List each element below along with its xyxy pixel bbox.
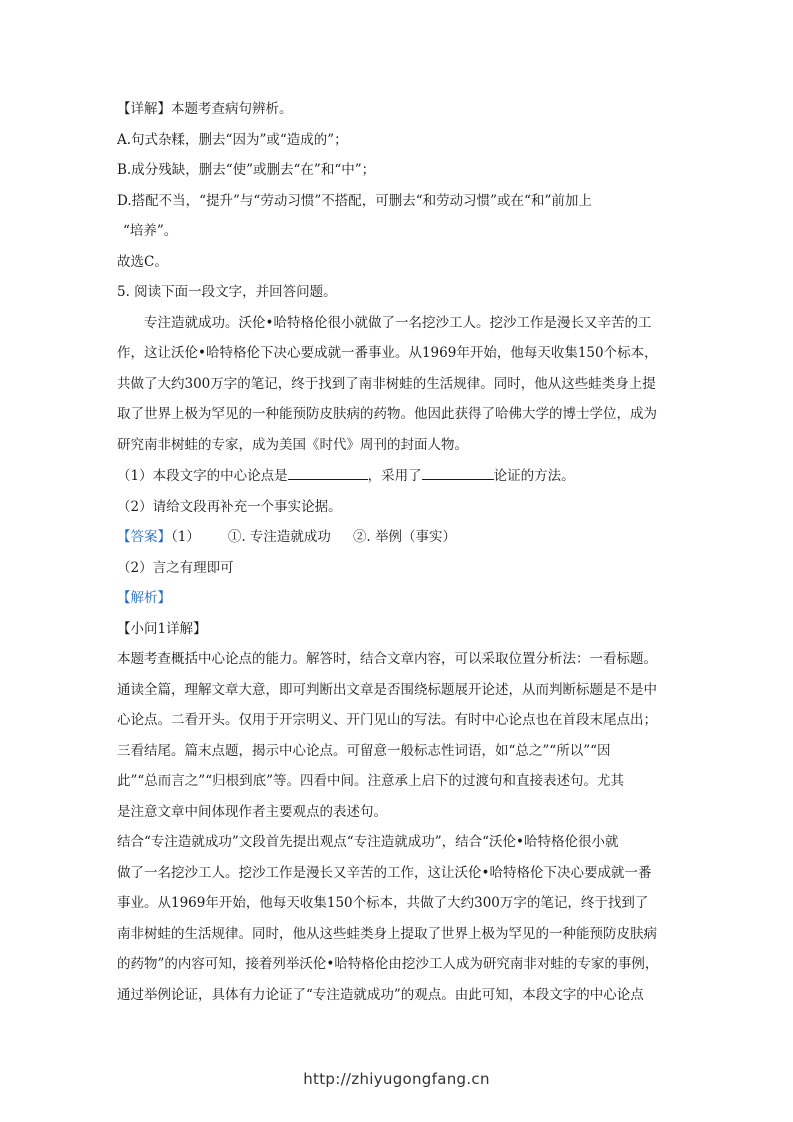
option-a-explanation: A.句式杂糅，删去“因为”或“造成的”；: [117, 131, 348, 148]
sub-question-1-detail-heading: 【小问1详解】: [117, 620, 207, 637]
sub-question-1-text-b: ，采用了: [367, 468, 422, 484]
sub-question-1-text-c: 论证的方法。: [493, 468, 575, 484]
sub-question-1-text-a: （1）本段文字的中心论点是: [117, 468, 288, 484]
sub-question-2: （2）请给文段再补充一个事实论据。: [117, 498, 342, 515]
fill-blank-method: [422, 466, 494, 480]
analysis-line: 是注意文章中间体现作者主要观点的表述句。: [117, 803, 387, 820]
answer-line: [117, 528, 683, 546]
option-b-explanation: B.成分残缺，删去“使”或删去“在”和“中”；: [117, 162, 376, 178]
option-d-explanation: D.搭配不当，“提升”与“劳动习惯”不搭配，可删去“和劳动习惯”或在“和”前加上: [117, 192, 592, 209]
analysis-line: 的药物”的内容可知，接着列举沃伦•哈特格伦由挖沙工人成为研究南非对蛙的专家的事例，: [117, 956, 659, 972]
answer-item-1: ①. 专注造就成功: [227, 529, 331, 545]
answer-choice: 故选C。: [117, 253, 168, 270]
answer-part-2: （2）言之有理即可: [117, 559, 234, 576]
analysis-line: 南非树蛙的生活规律。同时，他从这些蛙类身上提取了世界上极为罕见的一种能预防皮肤病: [117, 925, 657, 942]
passage-line: 取了世界上极为罕见的一种能预防皮肤病的药物。他因此获得了哈佛大学的博士学位，成为: [117, 406, 657, 422]
passage-line: 研究南非树蛙的专家，成为美国《时代》周刊的封面人物。: [117, 436, 468, 453]
analysis-line: 此”“总而言之”“归根到底”等。四看中间。注意承上启下的过渡句和直接表述句。尤其: [117, 773, 625, 789]
passage-line: 专注造就成功。沃伦•哈特格伦很小就做了一名挖沙工人。挖沙工作是漫长又辛苦的工: [144, 314, 652, 331]
answer-tag: 【答案】: [117, 529, 171, 545]
analysis-line: 通过举例论证，具体有力论证了“专注造就成功”的观点。由此可知，本段文字的中心论点: [117, 986, 644, 1003]
analysis-line: 本题考查概括中心论点的能力。解答时，结合文章内容，可以采取位置分析法：一看标题。: [117, 651, 657, 667]
analysis-line: 结合“专注造就成功”文段首先提出观点“专注造就成功”，结合“沃伦•哈特格伦很小就: [117, 834, 619, 850]
option-d-explanation-cont: “培养”。: [123, 223, 178, 239]
analysis-tag: 【解析】: [117, 590, 171, 606]
passage-line: 作，这让沃伦•哈特格伦下决心要成就一番事业。从1969年开始，他每天收集150个标本，: [117, 345, 658, 361]
analysis-line: 事业。从1969年开始，他每天收集150个标本，共做了大约300万字的笔记，终于找到了: [117, 895, 649, 911]
analysis-line: 做了一名挖沙工人。挖沙工作是漫长又辛苦的工作，这让沃伦•哈特格伦下决心要成就一番: [117, 864, 652, 881]
answer-item-2: ②. 举例（事实）: [352, 529, 457, 545]
passage-line: 共做了大约300万字的笔记，终于找到了南非树蛙的生活规律。同时，他从这些蛙类身上提: [117, 375, 656, 392]
analysis-line: 三看结尾。篇末点题，揭示中心论点。可留意一般标志性词语，如“总之”“所以”“因: [117, 742, 611, 759]
footer-url: http://zhiyugongfang.cn: [303, 1070, 490, 1088]
analysis-line: 通读全篇，理解文章大意，即可判断出文章是否围绕标题展开论述，从而判断标题是不是中: [117, 681, 657, 698]
question-5-title: 5. 阅读下面一段文字，并回答问题。: [117, 284, 337, 300]
fill-blank-thesis: [288, 466, 368, 480]
document-body: [117, 100, 683, 1004]
analysis-line: 心论点。二看开头。仅用于开宗明义、开门见山的写法。有时中心论点也在首段末尾点出；: [117, 712, 657, 728]
detail-heading: 【详解】本题考查病句辨析。: [117, 101, 293, 117]
sub-question-1: [117, 466, 683, 485]
answer-number: （1）: [171, 529, 200, 545]
